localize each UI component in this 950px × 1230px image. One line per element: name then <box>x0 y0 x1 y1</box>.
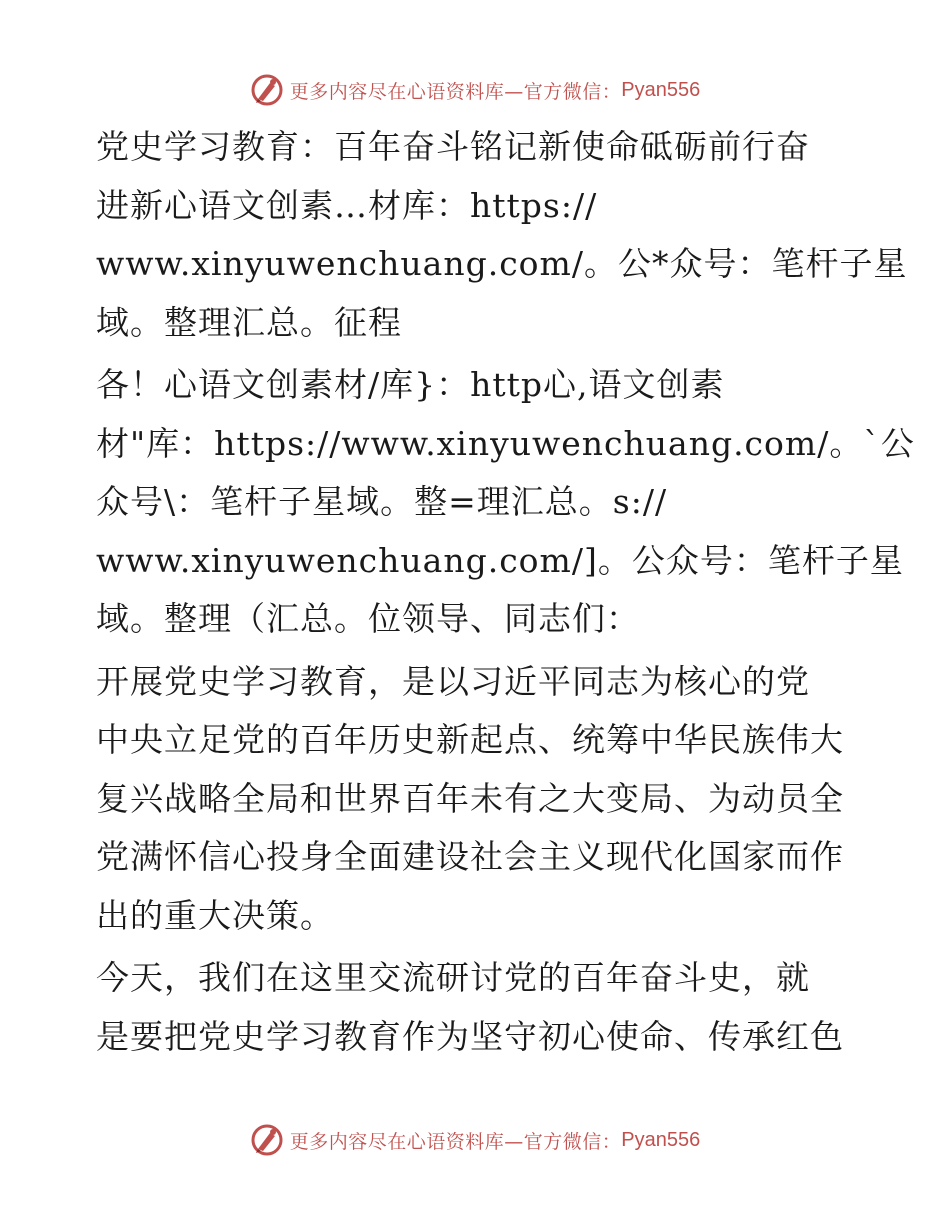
footer-watermark <box>0 1120 950 1160</box>
text-line: 复兴战略全局和世界百年未有之大变局、为动员全 <box>96 778 844 818</box>
text-line: 开展党史学习教育，是以习近平同志为核心的党 <box>96 661 810 701</box>
text-line: www.xinyuwenchuang.com/。公*众号：笔杆子星 <box>96 244 908 283</box>
text-line: 各！心语文创素材/库}：http心,语文创素 <box>96 365 725 404</box>
paragraph <box>96 118 908 352</box>
text-line: 是要把党史学习教育作为坚守初心使命、传承红色 <box>96 1016 844 1056</box>
paragraph <box>96 356 915 649</box>
watermark-text: 更多内容尽在心语资料库—官方微信： <box>289 1130 622 1153</box>
paragraph <box>96 653 856 946</box>
header-watermark <box>0 70 950 110</box>
watermark-text: 更多内容尽在心语资料库—官方微信： <box>289 80 622 103</box>
pen-logo-icon <box>250 1123 284 1157</box>
text-line: 出的重大决策。 <box>96 895 334 935</box>
pen-logo-icon <box>250 73 284 107</box>
text-line: 域。整理（汇总。位领导、同志们： <box>96 599 640 638</box>
text-line: 进新心语文创素…材库：https:// <box>96 185 598 225</box>
document-body <box>96 118 915 1066</box>
watermark-wechat-id: Pyan556 <box>621 78 701 101</box>
watermark-wechat-id: Pyan556 <box>621 1128 701 1151</box>
paragraph <box>96 949 856 1066</box>
text-line: 党史学习教育：百年奋斗铭记新使命砥砺前行奋 <box>96 127 810 166</box>
text-line: 中央立足党的百年历史新起点、统筹中华民族伟大 <box>96 720 844 759</box>
text-line: 众号\：笔杆子星域。整=理汇总。s:// <box>96 482 668 521</box>
text-line: 今天，我们在这里交流研讨党的百年奋斗史，就 <box>96 958 810 997</box>
text-line: www.xinyuwenchuang.com/]。公众号：笔杆子星 <box>96 540 904 580</box>
text-line: 域。整理汇总。征程 <box>96 302 402 342</box>
text-line: 材"库：https://www.xinyuwenchuang.com/。`公 <box>96 423 915 463</box>
text-line: 党满怀信心投身全面建设社会主义现代化国家而作 <box>96 837 844 876</box>
